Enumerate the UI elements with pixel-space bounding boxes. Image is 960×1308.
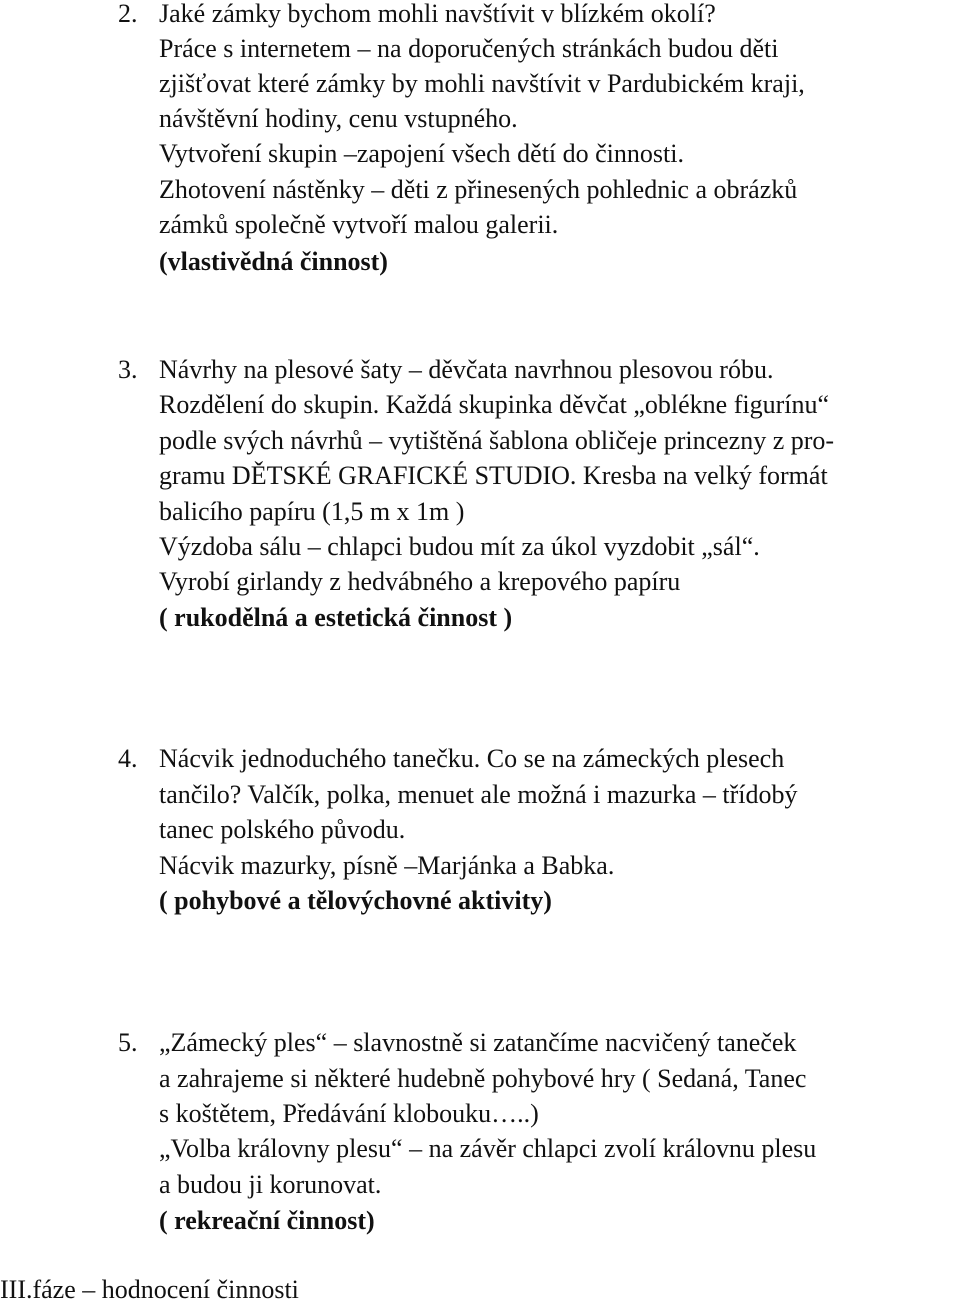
- activity-label: (vlastivědná činnost): [159, 247, 388, 276]
- item-line: Rozdělení do skupin. Každá skupinka děvčat „oblékne figurínu“: [159, 390, 830, 419]
- item-line: zámků společně vytvoří malou galerii.: [159, 210, 559, 239]
- item-line: podle svých návrhů – vytištěná šablona obličeje princezny z pro-: [159, 426, 835, 455]
- item-line: Vyrobí girlandy z hedvábného a krepového papíru: [159, 567, 681, 596]
- item-line: Návrhy na plesové šaty – děvčata navrhnou plesovou róbu.: [159, 355, 774, 384]
- item-number: 5.: [118, 1028, 138, 1057]
- activity-label: ( pohybové a tělovýchovné aktivity): [159, 886, 552, 915]
- phase-heading: III.fáze – hodnocení činnosti: [0, 1275, 299, 1304]
- item-line: Výzdoba sálu – chlapci budou mít za úkol vyzdobit „sál“.: [159, 532, 760, 561]
- item-number: 4.: [118, 744, 138, 773]
- activity-label: ( rukodělná a estetická činnost ): [159, 603, 513, 632]
- item-line: tančilo? Valčík, polka, menuet ale možná i mazurka – třídobý: [159, 780, 798, 809]
- item-line: a zahrajeme si některé hudebně pohybové hry ( Sedaná, Tanec: [159, 1064, 807, 1093]
- item-line: gramu DĚTSKÉ GRAFICKÉ STUDIO. Kresba na velký formát: [159, 461, 828, 490]
- item-number: 2.: [118, 0, 138, 28]
- item-line: s koštětem, Předávání klobouku…..): [159, 1099, 539, 1128]
- item-line: a budou ji korunovat.: [159, 1170, 382, 1199]
- item-line: „Zámecký ples“ – slavnostně si zatančíme nacvičený taneček: [159, 1028, 797, 1057]
- item-line: balicího papíru (1,5 m x 1m ): [159, 497, 465, 526]
- item-line: zjišťovat které zámky by mohli navštívit v Pardubickém kraji,: [159, 69, 805, 98]
- item-line: Nácvik jednoduchého tanečku. Co se na zámeckých plesech: [159, 744, 785, 773]
- item-number: 3.: [118, 355, 138, 384]
- item-line: Nácvik mazurky, písně –Marjánka a Babka.: [159, 851, 615, 880]
- item-line: návštěvní hodiny, cenu vstupného.: [159, 104, 518, 133]
- item-line: tanec polského původu.: [159, 815, 406, 844]
- item-line: „Volba královny plesu“ – na závěr chlapci zvolí královnu plesu: [159, 1134, 817, 1163]
- item-line: Zhotovení nástěnky – děti z přinesených pohlednic a obrázků: [159, 175, 798, 204]
- activity-label: ( rekreační činnost): [159, 1206, 375, 1235]
- item-line: Práce s internetem – na doporučených stránkách budou děti: [159, 34, 779, 63]
- item-line: Vytvoření skupin –zapojení všech dětí do činnosti.: [159, 139, 684, 168]
- item-line: Jaké zámky bychom mohli navštívit v blízkém okolí?: [159, 0, 716, 28]
